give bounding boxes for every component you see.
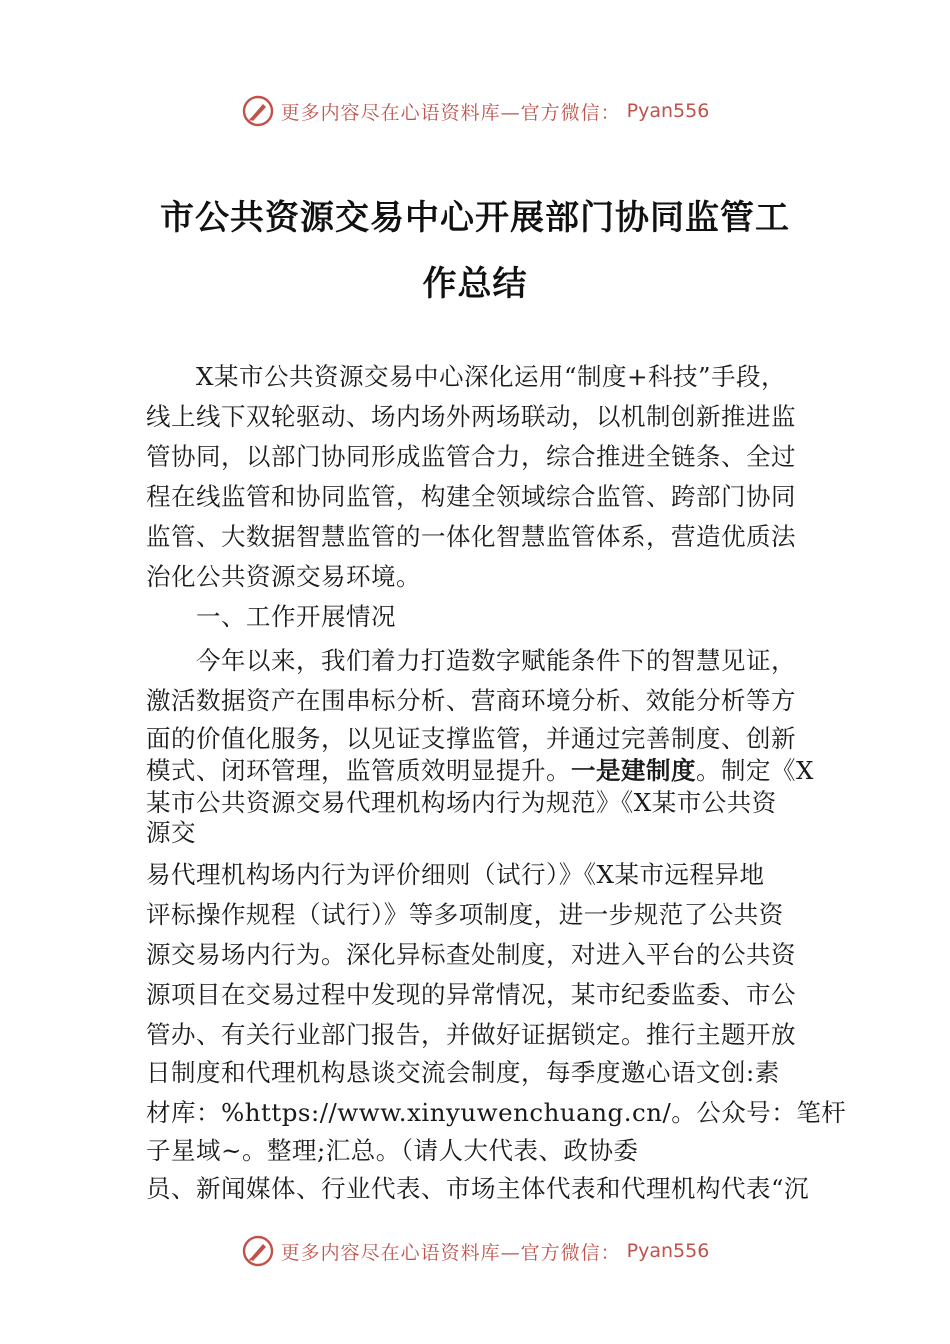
body-line: 管办、有关行业部门报告，并做好证据锁定。推行主题开放 [146, 1020, 796, 1049]
body-line: 源交 [146, 818, 196, 847]
body-line: 管协同，以部门协同形成监管合力，综合推进全链条、全过 [146, 442, 796, 471]
body-line: 某市公共资源交易代理机构场内行为规范》《X某市公共资 [146, 788, 777, 817]
body-line: 评标操作规程（试行）》等多项制度，进一步规范了公共资 [146, 900, 784, 929]
banner-wechat-id: Pyan556 [626, 1240, 710, 1262]
body-line: 子星域~。整理;汇总。（请人大代表、政协委 [146, 1136, 639, 1165]
body-line: 易代理机构场内行为评价细则（试行）》《X某市远程异地 [146, 860, 765, 889]
body-line: 源交易场内行为。深化异标查处制度，对进入平台的公共资 [146, 940, 796, 969]
header-banner [0, 94, 950, 128]
document-title-line-2: 作总结 [422, 264, 528, 304]
body-line: 今年以来，我们着力打造数字赋能条件下的智慧见证， [196, 646, 796, 675]
body-text: 模式、闭环管理，监管质效明显提升。 [146, 756, 571, 785]
banner-text: 更多内容尽在心语资料库—官方微信： [280, 101, 621, 124]
body-line: 员、新闻媒体、行业代表、市场主体代表和代理机构代表“沉 [146, 1174, 810, 1203]
body-line: 日制度和代理机构恳谈交流会制度，每季度邀心语文创:素 [146, 1058, 780, 1087]
body-line: 材库：%https://www.xinyuwenchuang.cn/。公众号：笔杆 [146, 1098, 847, 1127]
body-line: 治化公共资源交易环境。 [146, 562, 421, 591]
body-line: 面的价值化服务，以见证支撑监管，并通过完善制度、创新 [146, 724, 796, 753]
body-line: 激活数据资产在围串标分析、营商环境分析、效能分析等方 [146, 686, 796, 715]
body-line: 监管、大数据智慧监管的一体化智慧监管体系，营造优质法 [146, 522, 796, 551]
body-line: 线上线下双轮驱动、场内场外两场联动，以机制创新推进监 [146, 402, 796, 431]
banner-wechat-id: Pyan556 [626, 100, 710, 122]
body-line: 程在线监管和协同监管，构建全领域综合监管、跨部门协同 [146, 482, 796, 511]
pen-logo-icon [241, 94, 275, 128]
section-heading: 一、工作开展情况 [196, 602, 396, 631]
document-title-line-1: 市公共资源交易中心开展部门协同监管工 [160, 198, 790, 238]
banner-text: 更多内容尽在心语资料库—官方微信： [280, 1241, 621, 1264]
footer-banner [0, 1234, 950, 1268]
pen-logo-icon [241, 1234, 275, 1268]
bold-keyword: 一是建制度 [571, 756, 696, 785]
body-line: 源项目在交易过程中发现的异常情况，某市纪委监委、市公 [146, 980, 796, 1009]
body-line-mixed [146, 756, 814, 786]
body-line: X某市公共资源交易中心深化运用“制度+科技”手段， [196, 362, 787, 391]
body-text: 。制定《X [696, 756, 814, 785]
